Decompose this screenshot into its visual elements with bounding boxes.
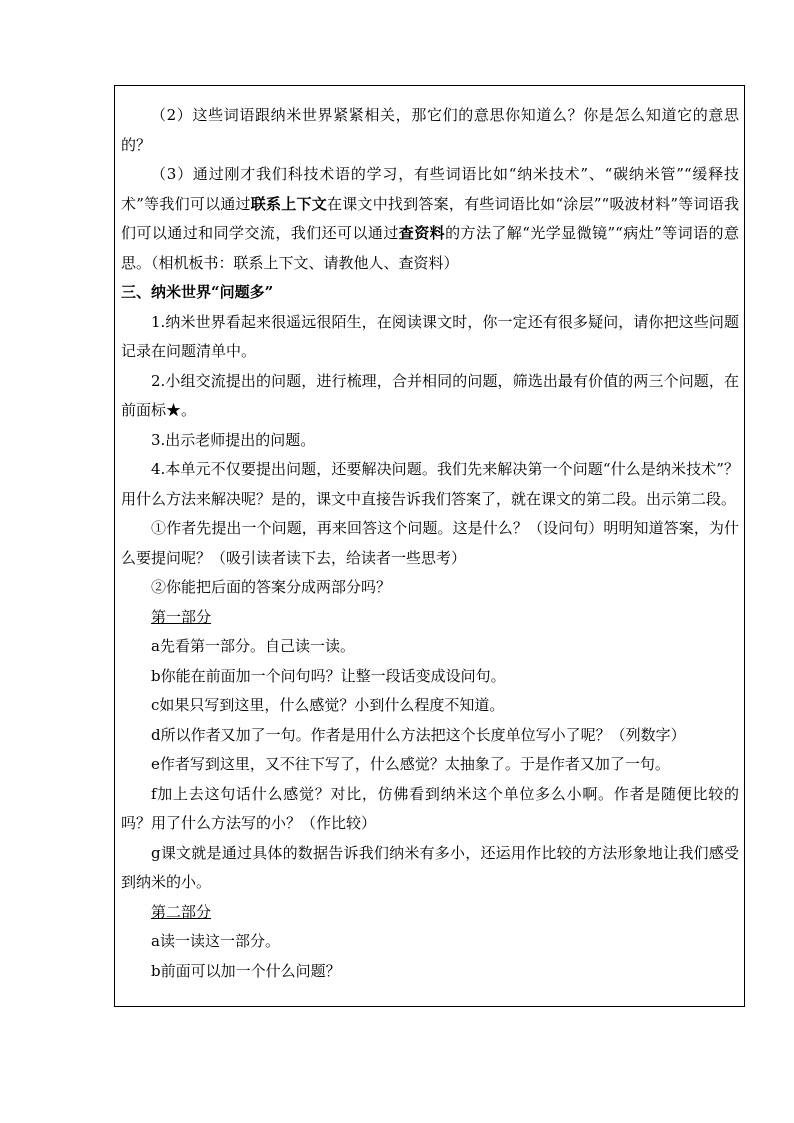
paragraph-question-3 bbox=[121, 160, 739, 278]
paragraph-part1-f: f加上去这句话什么感觉？对比，仿佛看到纳米这个单位多么小啊。作者是随便比较的吗？用了什么方法写的小？（作比较） bbox=[121, 784, 739, 832]
lesson-plan-content bbox=[121, 101, 739, 986]
paragraph-part1-b: b你能在前面加一个问句吗？让整一段话变成设问句。 bbox=[151, 666, 506, 685]
text-run: 在课文中找到答案，有些词语比如“涂层”“吸波材料”等词语我们可以通过和同学交流，我们还可以通过 bbox=[121, 194, 739, 242]
bold-text-context: 联系上下文 bbox=[250, 194, 327, 213]
underlined-subheading: 第一部分 bbox=[151, 607, 212, 626]
paragraph-step-1: 1.纳米世界看起来很遥远很陌生，在阅读课文时，你一定还有很多疑问，请你把这些问题记录在问题清单中。 bbox=[121, 312, 739, 360]
text-run: （3）通过刚才我们科技术语的学习，有些词语比如“纳米技术”、“碳纳米管”“缓释技术”等我们可以通过 bbox=[121, 165, 739, 213]
text-run: 的方法了解“光学显微镜”“病灶”等词语的意思。（相机板书：联系上下文、请教他人、查资料） bbox=[121, 224, 739, 272]
subheading-part-1 bbox=[121, 603, 739, 633]
subheading-part-2 bbox=[121, 898, 739, 928]
paragraph-step-4: 4.本单元不仅要提出问题，还要解决问题。我们先来解决第一个问题“什么是纳米技术”？用什么方法来解决呢？是的，课文中直接告诉我们答案了，就在课文的第二段。出示第二段。 bbox=[121, 460, 739, 508]
underlined-subheading: 第二部分 bbox=[151, 902, 212, 921]
paragraph-part1-d: d所以作者又加了一句。作者是用什么方法把这个长度单位写小了呢？（列数字） bbox=[151, 725, 686, 744]
paragraph-step-2: 2.小组交流提出的问题，进行梳理，合并相同的问题，筛选出最有价值的两三个问题，在前面标★。 bbox=[121, 371, 739, 419]
paragraph-part1-e: e作者写到这里，又不往下写了，什么感觉？太抽象了。于是作者又加了一句。 bbox=[151, 755, 670, 773]
bold-text-research: 查资料 bbox=[398, 224, 446, 242]
paragraph-part1-c: c如果只写到这里，什么感觉？小到什么程度不知道。 bbox=[151, 696, 505, 714]
paragraph-point-2: ②你能把后面的答案分成两部分吗？ bbox=[151, 578, 392, 596]
paragraph-part1-a: a先看第一部分。自己读一读。 bbox=[151, 637, 355, 655]
paragraph-part2-b: b前面可以加一个什么问题？ bbox=[151, 961, 341, 980]
paragraph-part1-g: g课文就是通过具体的数据告诉我们纳米有多小，还运用作比较的方法形象地让我们感受到纳米的小。 bbox=[121, 843, 739, 891]
paragraph-step-3: 3.出示老师提出的问题。 bbox=[151, 430, 316, 449]
paragraph-point-1: ①作者先提出一个问题，再来回答这个问题。这是什么？（设问句）明明知道答案，为什么要提问呢？（吸引读者读下去，给读者一些思考） bbox=[121, 519, 739, 567]
section-heading-3: 三、纳米世界“问题多” bbox=[121, 283, 274, 301]
paragraph-part2-a: a读一读这一部分。 bbox=[151, 932, 280, 950]
paragraph-question-2: （2）这些词语跟纳米世界紧紧相关，那它们的意思你知道么？你是怎么知道它的意思的？ bbox=[121, 106, 739, 154]
